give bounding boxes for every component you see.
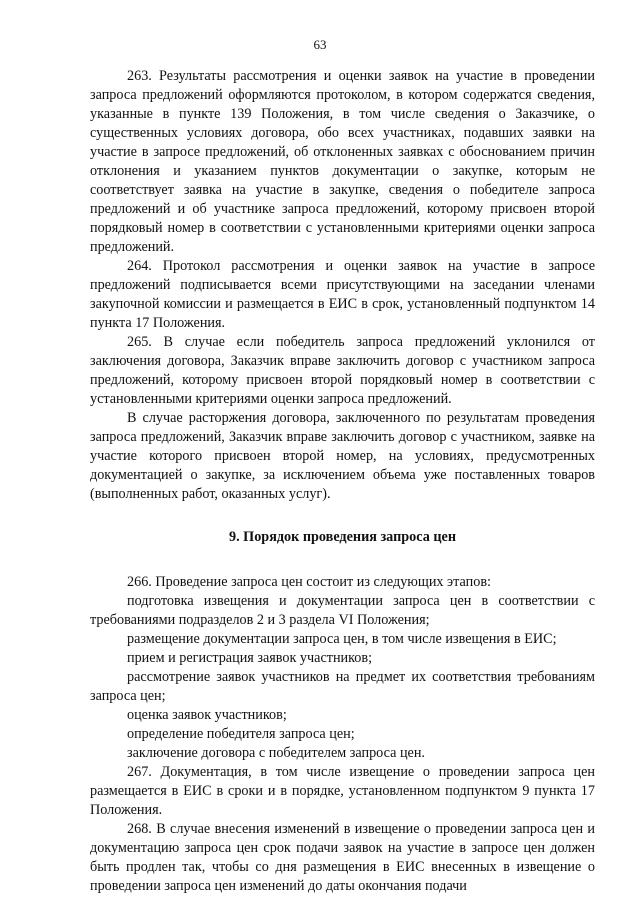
stage-item: рассмотрение заявок участников на предмет их соответствия требованиям запроса цен; [90,669,595,704]
stage-item: оценка заявок участников; [127,707,287,723]
stage-item: прием и регистрация заявок участников; [127,650,373,666]
paragraph-264: 264. Протокол рассмотрения и оценки заявок на участие в запросе предложений подписывается всеми присутствующими на заседании членами закупочной комиссии и размещается в ЕИС в срок, установленный подпунктом 14 пункта 17 Положения. [90,258,595,331]
stage-item: заключение договора с победителем запроса цен. [127,745,425,761]
page-number: 63 [313,37,327,52]
paragraph-266: 266. Проведение запроса цен состоит из следующих этапов: [127,574,491,590]
stage-item: подготовка извещения и документации запроса цен в соответствии с требованиями подразделов 2 и 3 раздела VI Положения; [90,593,595,628]
document-body [90,67,595,896]
paragraph-263: 263. Результаты рассмотрения и оценки заявок на участие в проведении запроса предложений оформляются протоколом, в котором содержатся сведения, указанные в пункте 139 Положения, в том числе сведения о Заказчике, о существенных условиях договора, обо всех участниках, подавших заявки на участие в запросе предложений, об отклоненных заявках с обоснованием причин отклонения и указанием пунктов документации о закупке, которым не соответствует заявка на участие в закупке, сведения о победителе запроса предложений и об участнике запроса предложений, которому присвоен второй порядковый номер в соответствии с установленными критериями оценки запроса предложений. [90,68,595,255]
paragraph-265: 265. В случае если победитель запроса предложений уклонился от заключения договора, Заказчик вправе заключить договор с участником запроса предложений, которому присвоен второй порядковый номер в соответствии с установленными критериями оценки запроса предложений. [90,334,595,407]
paragraph-267: 267. Документация, в том числе извещение о проведении запроса цен размещается в ЕИС в сроки и в порядке, установленном подпунктом 9 пункта 17 Положения. [90,764,595,818]
stage-item: определение победителя запроса цен; [127,726,355,742]
section-heading: 9. Порядок проведения запроса цен [228,529,457,545]
stage-item: размещение документации запроса цен, в том числе извещения в ЕИС; [127,631,557,647]
paragraph-265-continuation: В случае расторжения договора, заключенного по результатам проведения запроса предложений, Заказчик вправе заключить договор с участником, заявке на участие которого присвоен второй номер, на условиях, предусмотренных документацией о закупке, за исключением объема уже поставленных товаров (выполненных работ, оказанных услуг). [90,410,595,502]
paragraph-268: 268. В случае внесения изменений в извещение о проведении запроса цен и документацию запроса цен срок подачи заявок на участие в запросе цен должен быть продлен так, чтобы со дня размещения в ЕИС внесенных в извещение о проведении запроса цен изменений до даты окончания подачи [90,821,595,894]
